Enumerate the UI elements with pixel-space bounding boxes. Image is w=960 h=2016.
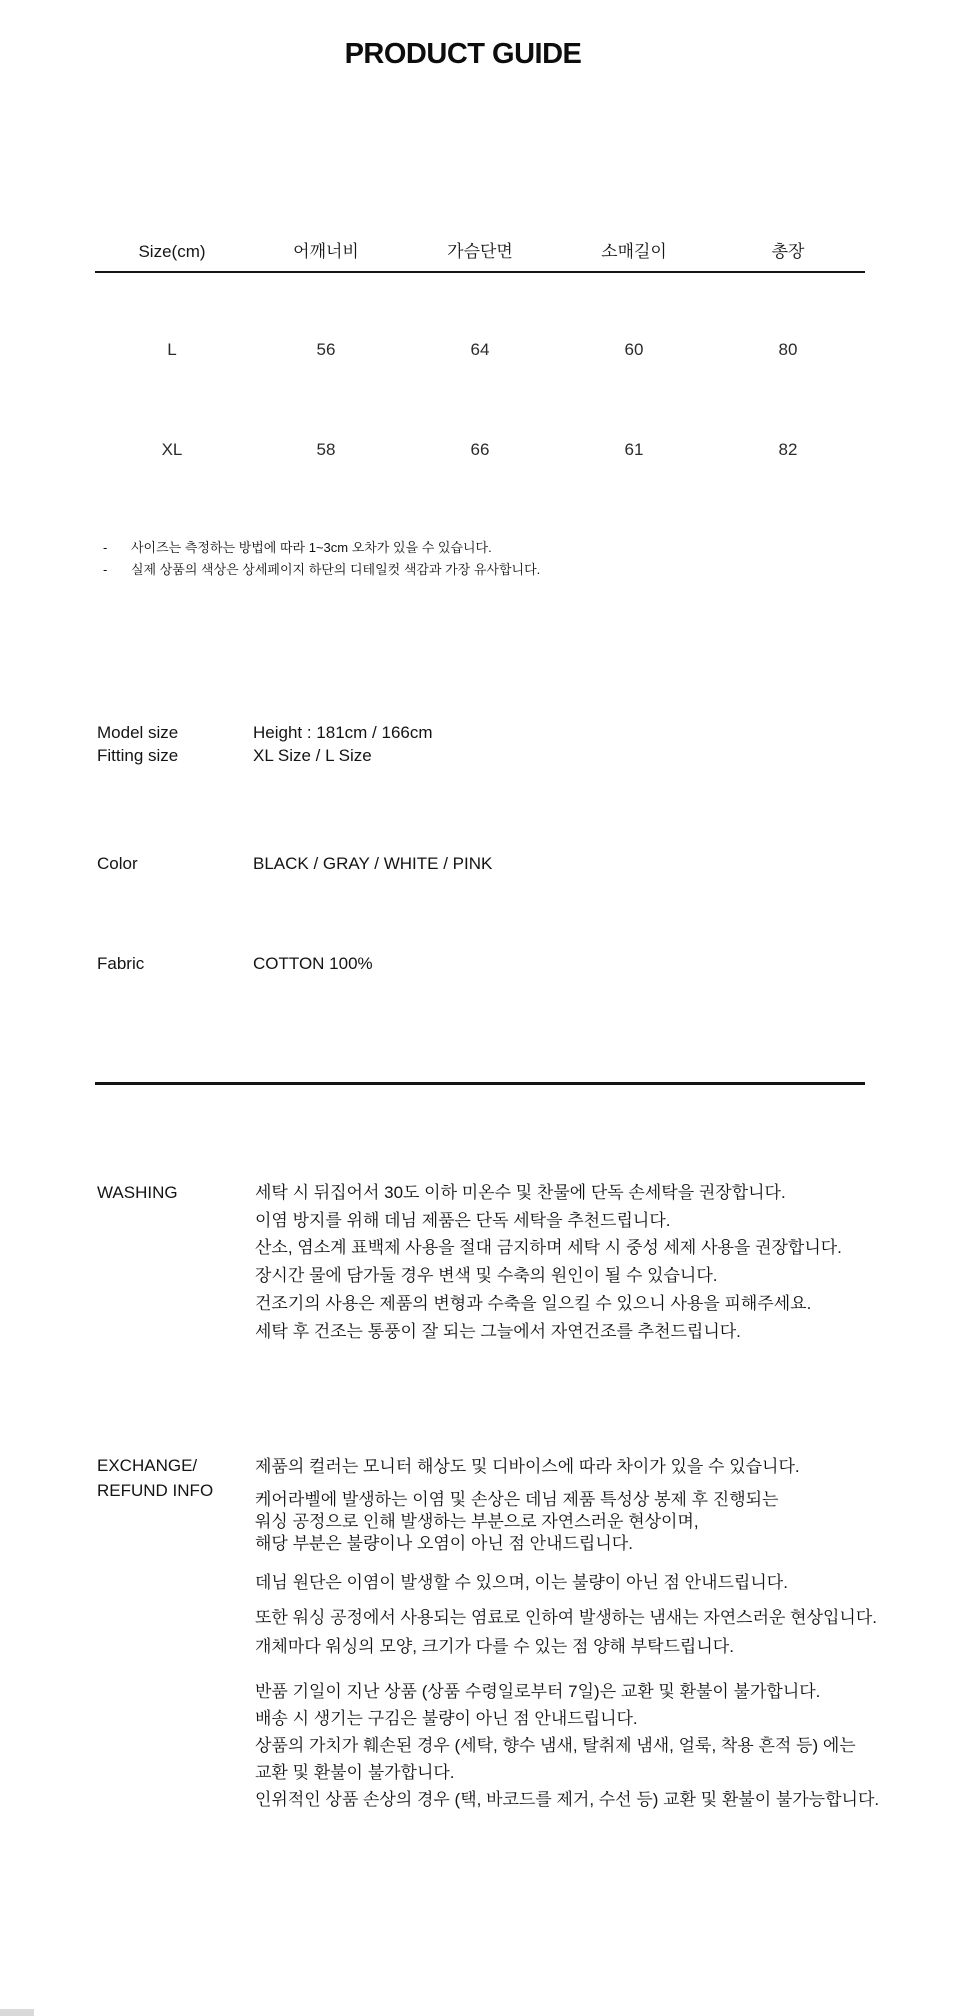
model-size-value: Height : 181cm / 166cm <box>253 723 433 742</box>
exchange-paragraph-washing <box>255 1603 877 1661</box>
table-row <box>95 338 865 362</box>
color-label: Color <box>97 854 138 873</box>
exchange-line: 케어라벨에 발생하는 이염 및 손상은 데님 제품 특성상 봉제 후 진행되는 <box>255 1490 779 1509</box>
exchange-paragraph-denim <box>255 1572 788 1594</box>
size-notes <box>103 537 540 580</box>
col-header-length: 총장 <box>771 242 805 261</box>
shoulder-value: 58 <box>316 440 336 459</box>
exchange-line: 교환 및 환불이 불가합니다. <box>255 1763 455 1782</box>
color-value: BLACK / GRAY / WHITE / PINK <box>253 854 493 873</box>
spec-color <box>97 852 492 875</box>
note-dash: - <box>103 561 108 577</box>
length-value: 82 <box>778 440 798 459</box>
sleeve-value: 60 <box>624 340 644 359</box>
washing-line: 장시간 물에 담가둘 경우 변색 및 수축의 원인이 될 수 있습니다. <box>255 1266 718 1286</box>
page-title: PRODUCT GUIDE <box>344 38 582 70</box>
size-label: XL <box>161 440 183 459</box>
exchange-line: 개체마다 워싱의 모양, 크기가 다를 수 있는 점 양해 부탁드립니다. <box>255 1637 734 1656</box>
col-header-shoulder: 어깨너비 <box>293 242 359 261</box>
fabric-label: Fabric <box>97 954 145 973</box>
washing-line: 이염 방지를 위해 데님 제품은 단독 세탁을 추천드립니다. <box>255 1210 671 1230</box>
col-header-chest: 가슴단면 <box>447 242 513 261</box>
exchange-line: 배송 시 생기는 구김은 불량이 아닌 점 안내드립니다. <box>255 1709 638 1728</box>
scrollbar-artifact <box>0 2009 34 2016</box>
chest-value: 66 <box>470 440 490 459</box>
length-value: 80 <box>778 340 798 359</box>
size-table-header <box>95 240 865 264</box>
fitting-size-label: Fitting size <box>97 746 179 765</box>
washing-line: 건조기의 사용은 제품의 변형과 수축을 일으킬 수 있으니 사용을 피해주세요. <box>255 1293 812 1313</box>
note-text: 사이즈는 측정하는 방법에 따라 1~3cm 오차가 있을 수 있습니다. <box>131 540 492 555</box>
spec-fabric <box>97 952 373 975</box>
chest-value: 64 <box>470 340 490 359</box>
exchange-line: 데님 원단은 이염이 발생할 수 있으며, 이는 불량이 아닌 점 안내드립니다. <box>255 1573 788 1592</box>
note-dash: - <box>103 540 108 555</box>
shoulder-value: 56 <box>316 340 336 359</box>
exchange-paragraph-refund-policy <box>255 1678 879 1813</box>
exchange-line: 워싱 공정으로 인해 발생하는 부분으로 자연스러운 현상이며, <box>255 1511 699 1531</box>
exchange-line: 제품의 컬러는 모니터 해상도 및 디바이스에 따라 차이가 있을 수 있습니다. <box>255 1457 800 1476</box>
note-color-similarity <box>103 559 540 581</box>
note-text: 실제 상품의 색상은 상세페이지 하단의 디테일컷 색감과 가장 유사합니다. <box>131 561 541 577</box>
washing-line: 세탁 후 건조는 통풍이 잘 되는 그늘에서 자연건조를 추천드립니다. <box>255 1321 741 1341</box>
exchange-label-line: REFUND INFO <box>97 1481 214 1500</box>
size-label: L <box>167 340 177 359</box>
exchange-line: 상품의 가치가 훼손된 경우 (세탁, 향수 냄새, 탈취제 냄새, 얼룩, 착용 흔적 등) 에는 <box>255 1736 856 1755</box>
washing-section-label: WASHING <box>97 1183 178 1202</box>
section-divider <box>95 1082 865 1085</box>
sleeve-value: 61 <box>624 440 644 459</box>
exchange-paragraph-monitor <box>255 1456 800 1478</box>
note-size-tolerance <box>103 537 540 559</box>
fitting-size-value: XL Size / L Size <box>253 746 372 765</box>
exchange-paragraph-carelabel <box>255 1489 778 1554</box>
exchange-section-label <box>97 1453 213 1503</box>
exchange-line: 또한 워싱 공정에서 사용되는 염료로 인하여 발생하는 냄새는 자연스러운 현상입니다. <box>255 1608 878 1627</box>
washing-line: 세탁 시 뒤집어서 30도 이하 미온수 및 찬물에 단독 손세탁을 권장합니다. <box>255 1183 786 1202</box>
exchange-line: 인위적인 상품 손상의 경우 (택, 바코드를 제거, 수선 등) 교환 및 환불이 불가능합니다. <box>255 1790 880 1809</box>
model-size-label: Model size <box>97 723 179 742</box>
col-header-size: Size(cm) <box>138 242 206 261</box>
exchange-line: 반품 기일이 지난 상품 (상품 수령일로부터 7일)은 교환 및 환불이 불가합니다. <box>255 1682 821 1701</box>
fabric-value: COTTON 100% <box>253 954 373 973</box>
exchange-line: 해당 부분은 불량이나 오염이 아닌 점 안내드립니다. <box>255 1533 633 1553</box>
washing-line: 산소, 염소계 표백제 사용을 절대 금지하며 세탁 시 중성 세제 사용을 권장합니다. <box>255 1238 842 1258</box>
exchange-label-line: EXCHANGE/ <box>97 1456 198 1475</box>
washing-instructions <box>255 1179 842 1345</box>
table-header-rule <box>95 271 865 273</box>
table-row <box>95 438 865 462</box>
spec-model-fitting <box>97 721 433 767</box>
col-header-sleeve: 소매길이 <box>601 242 667 261</box>
